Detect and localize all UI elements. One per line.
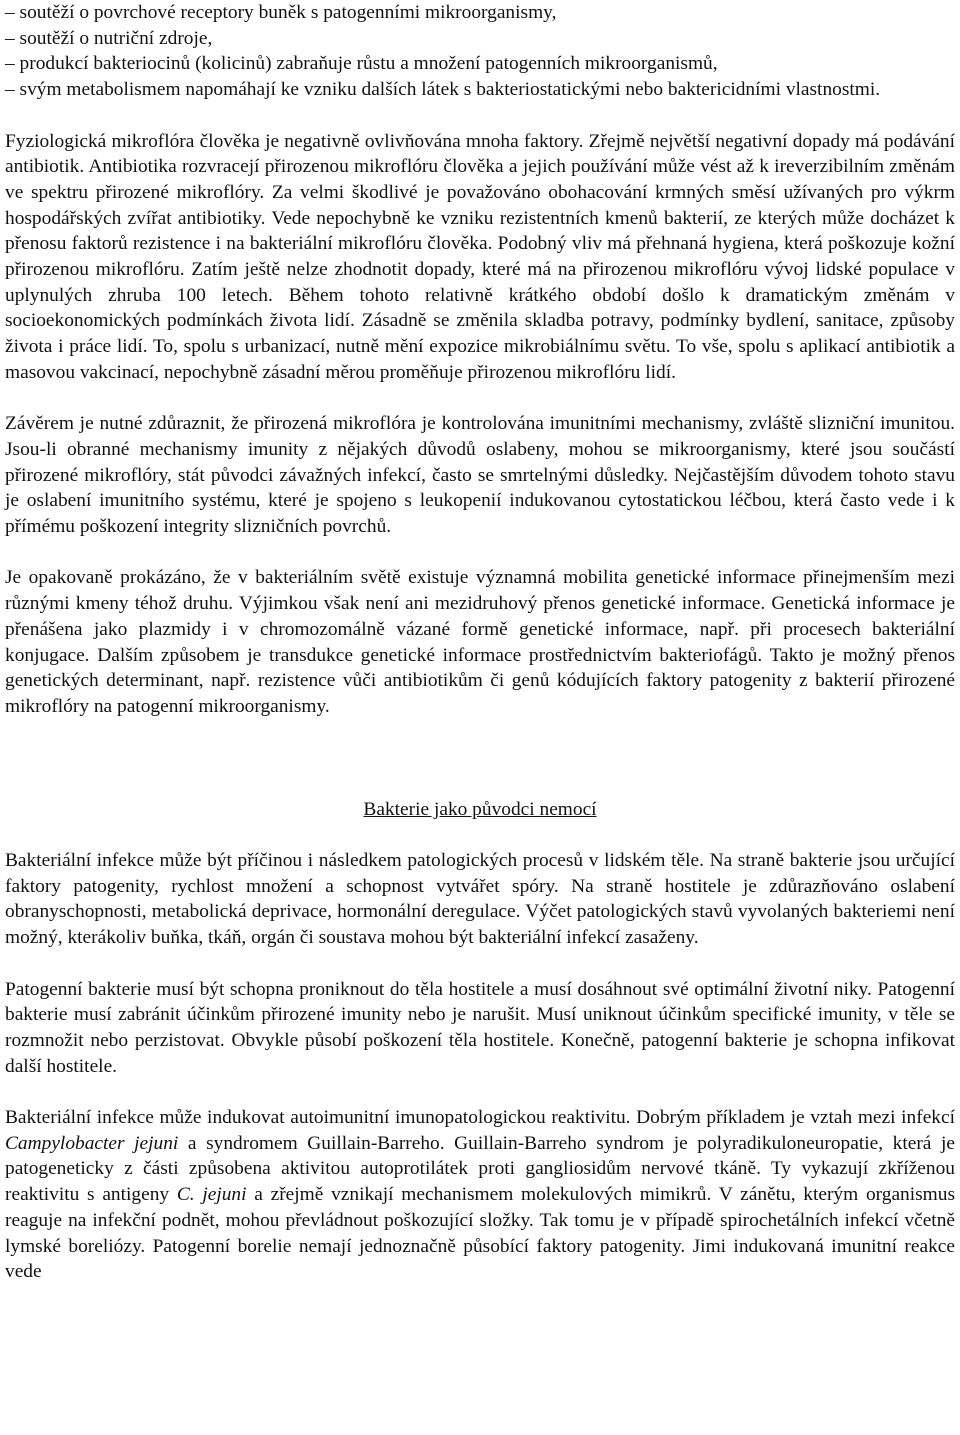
list-item: – svým metabolismem napomáhají ke vzniku dalších látek s bakteriostatickými nebo baktericidními vlastnostmi. — [5, 79, 881, 101]
list-item: – soutěží o nutriční zdroje, — [5, 27, 213, 49]
paragraph-text: Bakteriální infekce může indukovat autoimunitní imunopatologickou reaktivitu. Dobrým příkladem je vztah mezi infekcí — [5, 1107, 955, 1129]
species-name: C. jejuni — [176, 1184, 247, 1206]
section-heading: Bakterie jako původci nemocí — [363, 798, 597, 820]
species-name: Campylobacter jejuni — [5, 1132, 179, 1154]
paragraph-pathogen-requirements: Patogenní bakterie musí být schopna proniknout do těla hostitele a musí dosáhnout své optimální životní niky. Patogenní bakterie musí zabránit účinkům přirozené imunity nebo je narušit. Musí uniknout účinkům specifické imunity, v těle se rozmnožit nebo perzistovat. Obvykle působí poškození těla hostitele. Konečně, patogenní bakterie je schopna infikovat další hostitele. — [5, 978, 955, 1077]
mechanism-list — [5, 0, 955, 103]
paragraph-genetic-mobility: Je opakovaně prokázáno, že v bakteriálním světě existuje významná mobilita genetické informace přinejmenším mezi různými kmeny téhož druhu. Výjimkou však není ani mezidruhový přenos genetické informace. Genetická informace je přenášena jako plazmidy i v chromozomálně vázané formě genetické informace, např. při procesech bakteriální konjugace. Dalším způsobem je transdukce genetické informace prostřednictvím bakteriofágů. Takto je možný přenos genetických determinant, např. rezistence vůči antibiotikům či genů kódujících faktory patogenity z bakterií přirozené mikroflóry na patogenní mikroorganismy. — [5, 567, 955, 717]
paragraph-immune-control: Závěrem je nutné zdůraznit, že přirozená mikroflóra je kontrolována imunitními mechanismy, zvláště slizniční imunitou. Jsou-li obranné mechanismy imunity z nějakých důvodů oslabeny, mohou se mikroorganismy, které jsou součástí přirozené mikroflóry, stát původci závažných infekcí, často se smrtelnými důsledky. Nejčastějším důvodem tohoto stavu je oslabení imunitního systému, které je spojeno s leukopenií indukovanou cytostatickou léčbou, která často vede i k přímému poškození integrity slizničních povrchů. — [5, 413, 955, 538]
list-item: – produkcí bakteriocinů (kolicinů) zabraňuje růstu a množení patogenních mikroorganismů, — [5, 53, 718, 75]
paragraph-text: a zřejmě vznikají mechanismem molekulových mimikrů. V zánětu, kterým organismus reaguje na infekční podnět, mohou převládnout poškozující složky. Tak tomu je v případě spirochetálních infekcí včetně lymské boreliózy. Patogenní borelie nemají jednoznačně působící faktory patogenity. Jimi indukovaná imunitní reakce vede — [5, 1184, 956, 1283]
paragraph-microflora-factors: Fyziologická mikroflóra člověka je negativně ovlivňována mnoha faktory. Zřejmě největší negativní dopady má podávání antibiotik. Antibiotika rozvracejí přirozenou mikroflóru člověka a jejich používání může vést až k ireverzibilním změnám ve spektru přirozené mikroflóry. Za velmi škodlivé je považováno obohacování krmných směsí užívaných pro výkrm hospodářských zvířat antibiotiky. Vede nepochybně ke vzniku rezistentních kmenů bakterií, ze kterých může docházet k přenosu faktorů rezistence i na bakteriální mikroflóru člověka. Podobný vliv má přehnaná hygiena, která poškozuje kožní přirozenou mikroflóru. Zatím ještě nelze zhodnotit dopady, které má na přirozenou mikroflóru vývoj lidské populace v uplynulých zhruba 100 letech. Během tohoto relativně krátkého období došlo k dramatickým změnám v socioekonomických podmínkách života lidí. Zásadně se změnila skladba potravy, podmínky bydlení, sanitace, způsoby života i práce lidí. To, spolu s urbanizací, nutně mění expozice mikrobiálnímu světu. To vše, spolu s aplikací antibiotik a masovou vakcinací, nepochybně zásadní měrou proměňuje přirozenou mikroflóru lidí. — [5, 130, 955, 383]
paragraph-autoimmunity — [5, 1105, 955, 1285]
paragraph-text: a syndromem Guillain-Barreho. Guillain-Barreho syndrom je polyradikuloneuropatie, která je patogeneticky z části způsobena aktivitou autoprotilátek proti gangliosidům nervové tkáně. Ty vykazují zkříženou reaktivitu s antigeny — [5, 1132, 955, 1206]
list-item: – soutěží o povrchové receptory buněk s patogenními mikroorganismy, — [5, 2, 557, 23]
paragraph-bacterial-infection: Bakteriální infekce může být příčinou i následkem patologických procesů v lidském těle. Na straně bakterie jsou určující faktory patogenity, rychlost množení a schopnost vytvářet spóry. Na straně hostitele je zdůrazňováno oslabení obranyschopnosti, metabolická deprivace, hormonální deregulace. Výčet patologických stavů vyvolaných bakteriemi není možný, kterákoliv buňka, tkáň, orgán či soustava mohou být bakteriální infekcí zasaženy. — [5, 850, 955, 949]
